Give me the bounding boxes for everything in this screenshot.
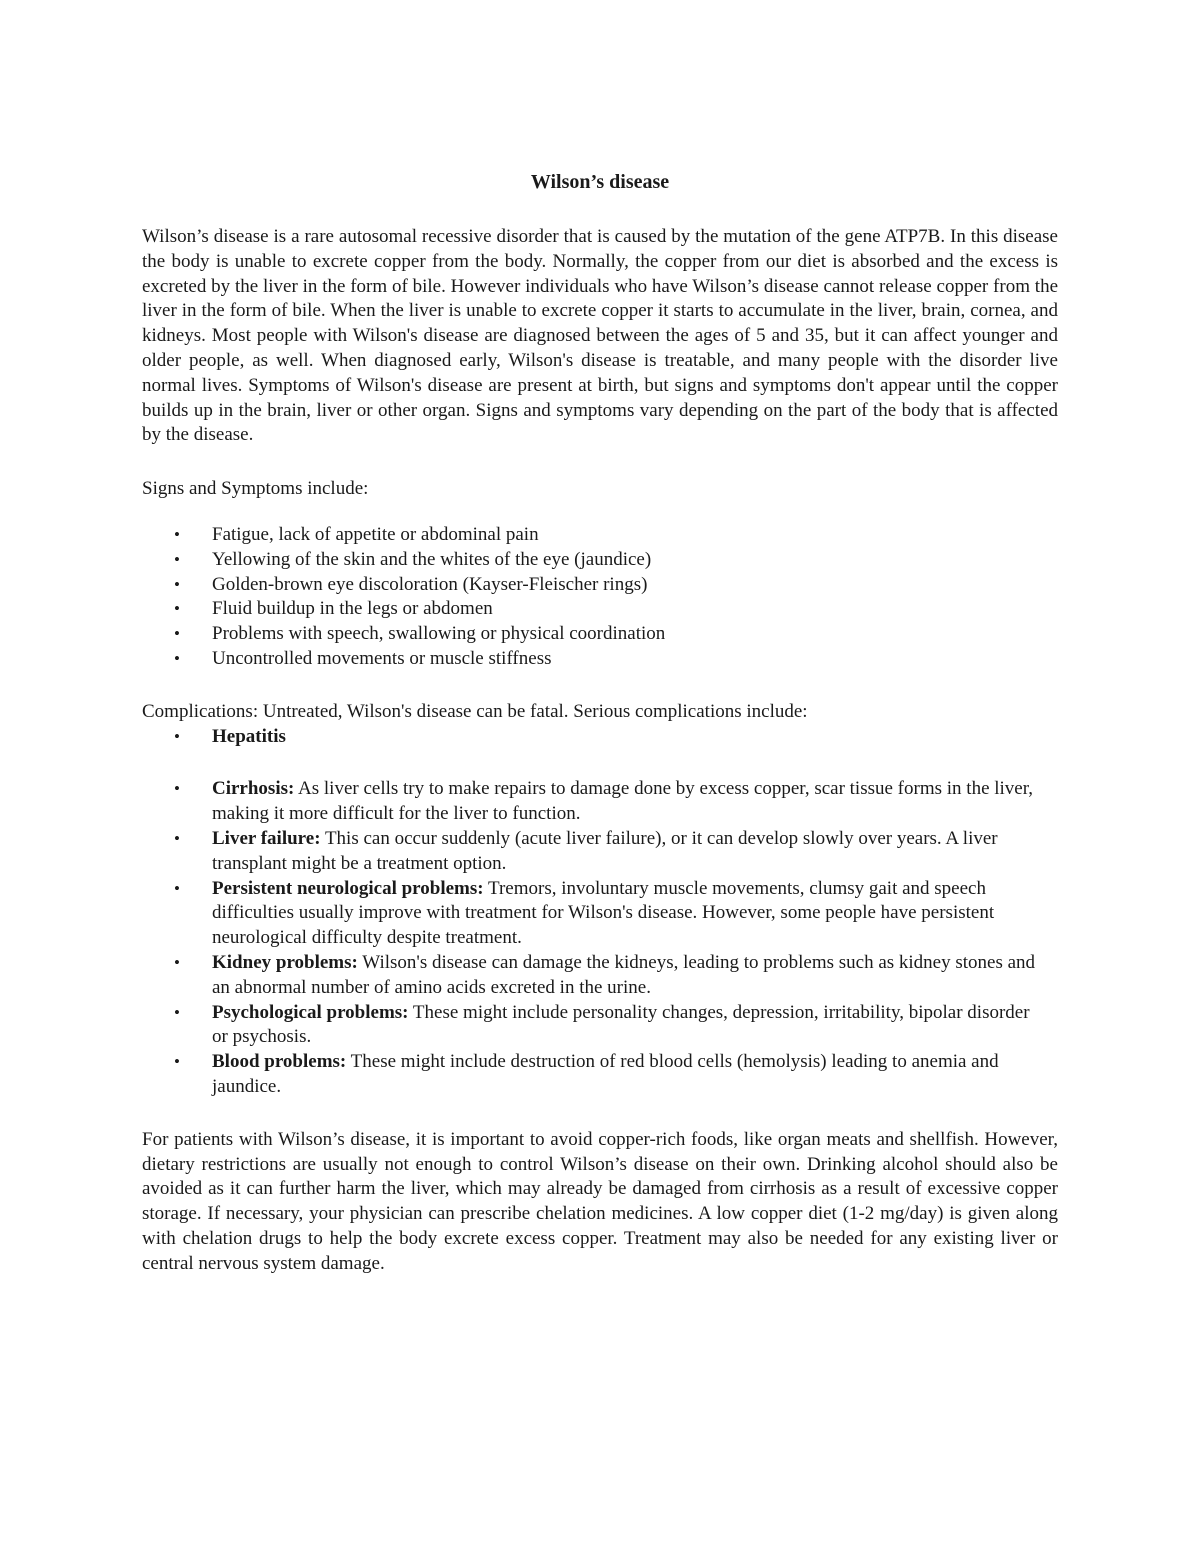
bullet-icon: • xyxy=(174,1002,180,1022)
bullet-icon: • xyxy=(174,599,180,619)
symptom-text: Uncontrolled movements or muscle stiffness xyxy=(212,647,552,669)
symptom-text: Golden-brown eye discoloration (Kayser-Fleischer rings) xyxy=(212,573,648,595)
list-item xyxy=(142,573,1058,598)
list-item xyxy=(142,951,1042,1001)
symptom-text: Problems with speech, swallowing or physical coordination xyxy=(212,623,666,645)
document-page xyxy=(142,168,1058,1276)
complication-text: These might include personality changes, depression, irritability, bipolar disorder or psychosis. xyxy=(212,1001,1030,1048)
list-item xyxy=(142,622,1058,647)
bullet-icon: • xyxy=(174,726,180,746)
symptoms-lead: Signs and Symptoms include: xyxy=(142,478,369,500)
complication-text: This can occur suddenly (acute liver failure), or it can develop slowly over years. A liver transplant might be a treatment option. xyxy=(212,827,998,874)
complication-term: Kidney problems: xyxy=(212,951,358,973)
closing-paragraph: For patients with Wilson’s disease, it is important to avoid copper-rich foods, like organ meats and shellfish. However, dietary restrictions are usually not enough to control Wilson’s disease on their own. Drinking alcohol should also be avoided as it can further harm the liver, which may already be damaged from cirrhosis as a result of excessive copper storage. If necessary, your physician can prescribe chelation medicines. A low copper diet (1-2 mg/day) is given along with chelation drugs to help the body excrete excess copper. Treatment may also be needed for any existing liver or central nervous system damage. xyxy=(142,1128,1058,1274)
bullet-icon: • xyxy=(174,952,180,972)
bullet-icon: • xyxy=(174,549,180,569)
list-item xyxy=(142,647,1058,672)
list-item xyxy=(142,523,1058,548)
bullet-icon: • xyxy=(174,624,180,644)
list-item xyxy=(142,597,1058,622)
complication-text: As liver cells try to make repairs to damage done by excess copper, scar tissue forms in the liver, making it more difficult for the liver to function. xyxy=(212,778,1034,825)
bullet-icon: • xyxy=(174,1052,180,1072)
complication-term: Liver failure: xyxy=(212,827,321,849)
symptom-text: Fluid buildup in the legs or abdomen xyxy=(212,598,493,620)
symptoms-list xyxy=(142,523,1058,672)
complication-term: Persistent neurological problems: xyxy=(212,877,484,899)
bullet-icon: • xyxy=(174,648,180,668)
list-item xyxy=(142,877,1042,951)
list-item xyxy=(142,777,1042,827)
complication-text: Tremors, involuntary muscle movements, clumsy gait and speech difficulties usually improve with treatment for Wilson's disease. However, some people have persistent neurological difficulty despite treatment. xyxy=(212,877,995,949)
bullet-icon: • xyxy=(174,828,180,848)
list-item xyxy=(142,827,1042,877)
list-item xyxy=(142,725,1042,750)
complication-text: Wilson's disease can damage the kidneys, leading to problems such as kidney stones and an abnormal number of amino acids excreted in the urine. xyxy=(212,951,1036,998)
complication-text: These might include destruction of red blood cells (hemolysis) leading to anemia and jaundice. xyxy=(212,1051,999,1097)
symptom-text: Fatigue, lack of appetite or abdominal pain xyxy=(212,523,539,545)
complication-term: Cirrhosis: xyxy=(212,778,295,800)
list-item xyxy=(142,1001,1042,1051)
complication-term: Psychological problems: xyxy=(212,1001,409,1023)
bullet-icon: • xyxy=(174,779,180,799)
intro-paragraph: Wilson’s disease is a rare autosomal recessive disorder that is caused by the mutation of the gene ATP7B. In this disease the body is unable to excrete copper from the body. Normally, the copper from our diet is absorbed and the excess is excreted by the liver in the form of bile. However individuals who have Wilson’s disease cannot release copper from the liver in the form of bile. When the liver is unable to excrete copper it starts to accumulate in the liver, brain, cornea, and kidneys. Most people with Wilson's disease are diagnosed between the ages of 5 and 35, but it can affect younger and older people, as well. When diagnosed early, Wilson's disease is treatable, and many people with the disorder live normal lives. Symptoms of Wilson's disease are present at birth, but signs and symptoms don't appear until the copper builds up in the brain, liver or other organ. Signs and symptoms vary depending on the part of the body that is affected by the disease. xyxy=(142,226,1058,446)
bullet-icon: • xyxy=(174,878,180,898)
list-item xyxy=(142,1050,1042,1100)
complication-term: Hepatitis xyxy=(212,725,286,747)
document-title: Wilson’s disease xyxy=(530,171,670,193)
bullet-icon: • xyxy=(174,574,180,594)
complications-list xyxy=(142,725,1042,1100)
symptom-text: Yellowing of the skin and the whites of the eye (jaundice) xyxy=(212,548,652,570)
complications-lead: Complications: Untreated, Wilson's disease can be fatal. Serious complications include: xyxy=(142,700,808,722)
complication-term: Blood problems: xyxy=(212,1051,347,1073)
bullet-icon: • xyxy=(174,524,180,544)
list-item xyxy=(142,548,1058,573)
